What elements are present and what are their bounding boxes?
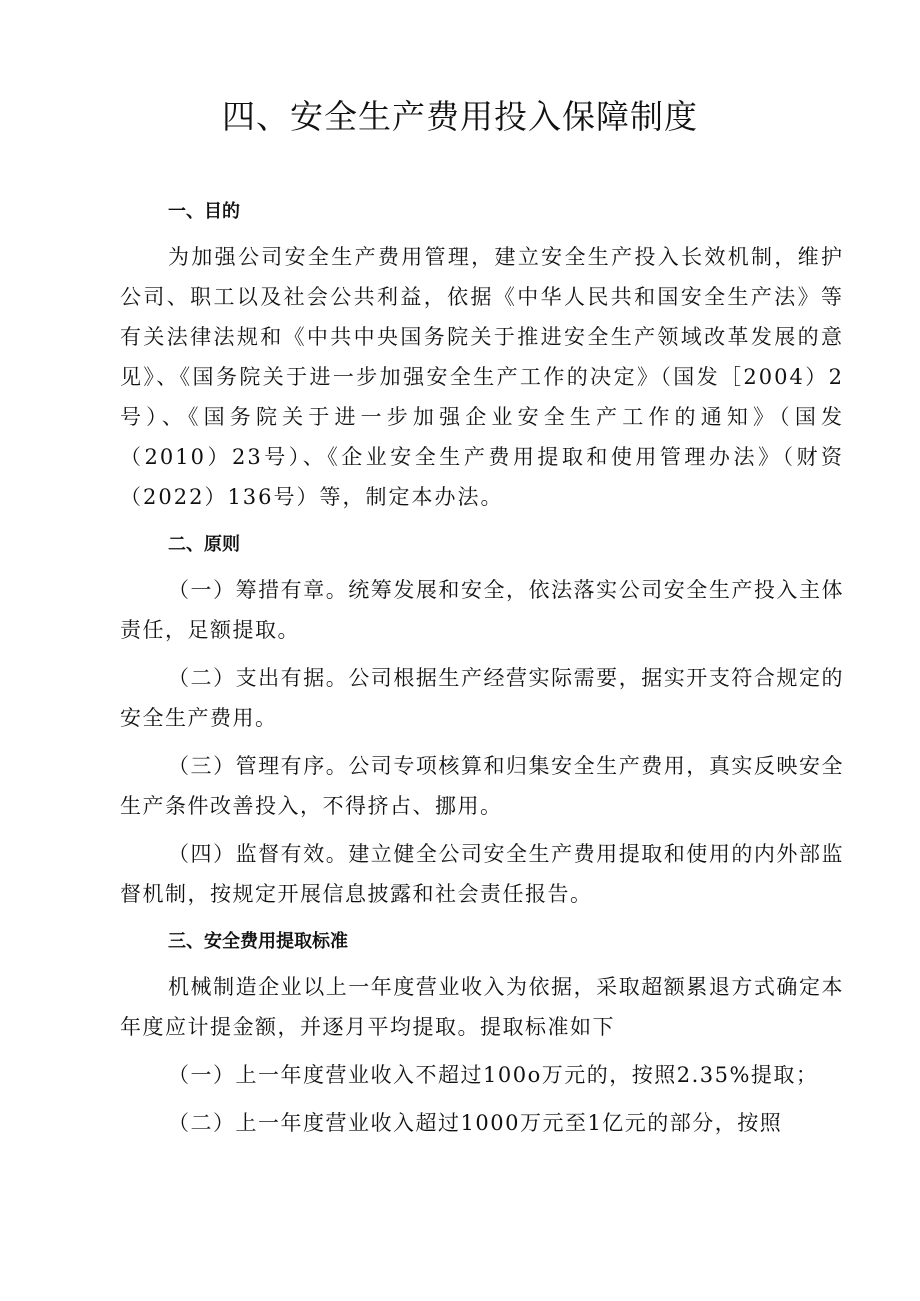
section-principles [120,525,844,914]
page-title: 四、安全生产费用投入保障制度 [222,97,698,136]
paragraph: （三）管理有序。公司专项核算和归集安全生产费用，真实反映安全生产条件改善投入，不得挤占、挪用。 [120,754,844,818]
section-heading: 二、原则 [168,534,240,555]
paragraph: （四）监督有效。建立健全公司安全生产费用提取和使用的内外部监督机制，按规定开展信息披露和社会责任报告。 [120,842,844,906]
paragraph: 为加强公司安全生产费用管理，建立安全生产投入长效机制，维护公司、职工以及社会公共利益，依据《中华人民共和国安全生产法》等有关法律法规和《中共中央国务院关于推进安全生产领域改革发展的意见》、《国务院关于进一步加强安全生产工作的决定》（国发［2004）2号）、《国务院关于进一步加强企业安全生产工作的通知》（国发（2010）23号）、《企业安全生产费用提取和使用管理办法》（财资（2022）136号）等，制定本办法。 [120,245,844,509]
paragraph: （一）筹措有章。统筹发展和安全，依法落实公司安全生产投入主体责任，足额提取。 [120,578,844,642]
paragraph: （二）上一年度营业收入超过1000万元至1亿元的部分，按照 [168,1111,783,1135]
section-extraction-standard [120,922,844,1143]
paragraph: 机械制造企业以上一年度营业收入为依据，采取超额累退方式确定本年度应计提金额，并逐月平均提取。提取标准如下 [120,975,844,1039]
section-heading: 三、安全费用提取标准 [168,931,348,952]
paragraph: （二）支出有据。公司根据生产经营实际需要，据实开支符合规定的安全生产费用。 [120,666,844,730]
section-purpose [120,192,844,517]
document-body [120,192,844,1151]
paragraph: （一）上一年度营业收入不超过100o万元的，按照2.35%提取； [168,1063,819,1087]
section-heading: 一、目的 [168,201,240,222]
